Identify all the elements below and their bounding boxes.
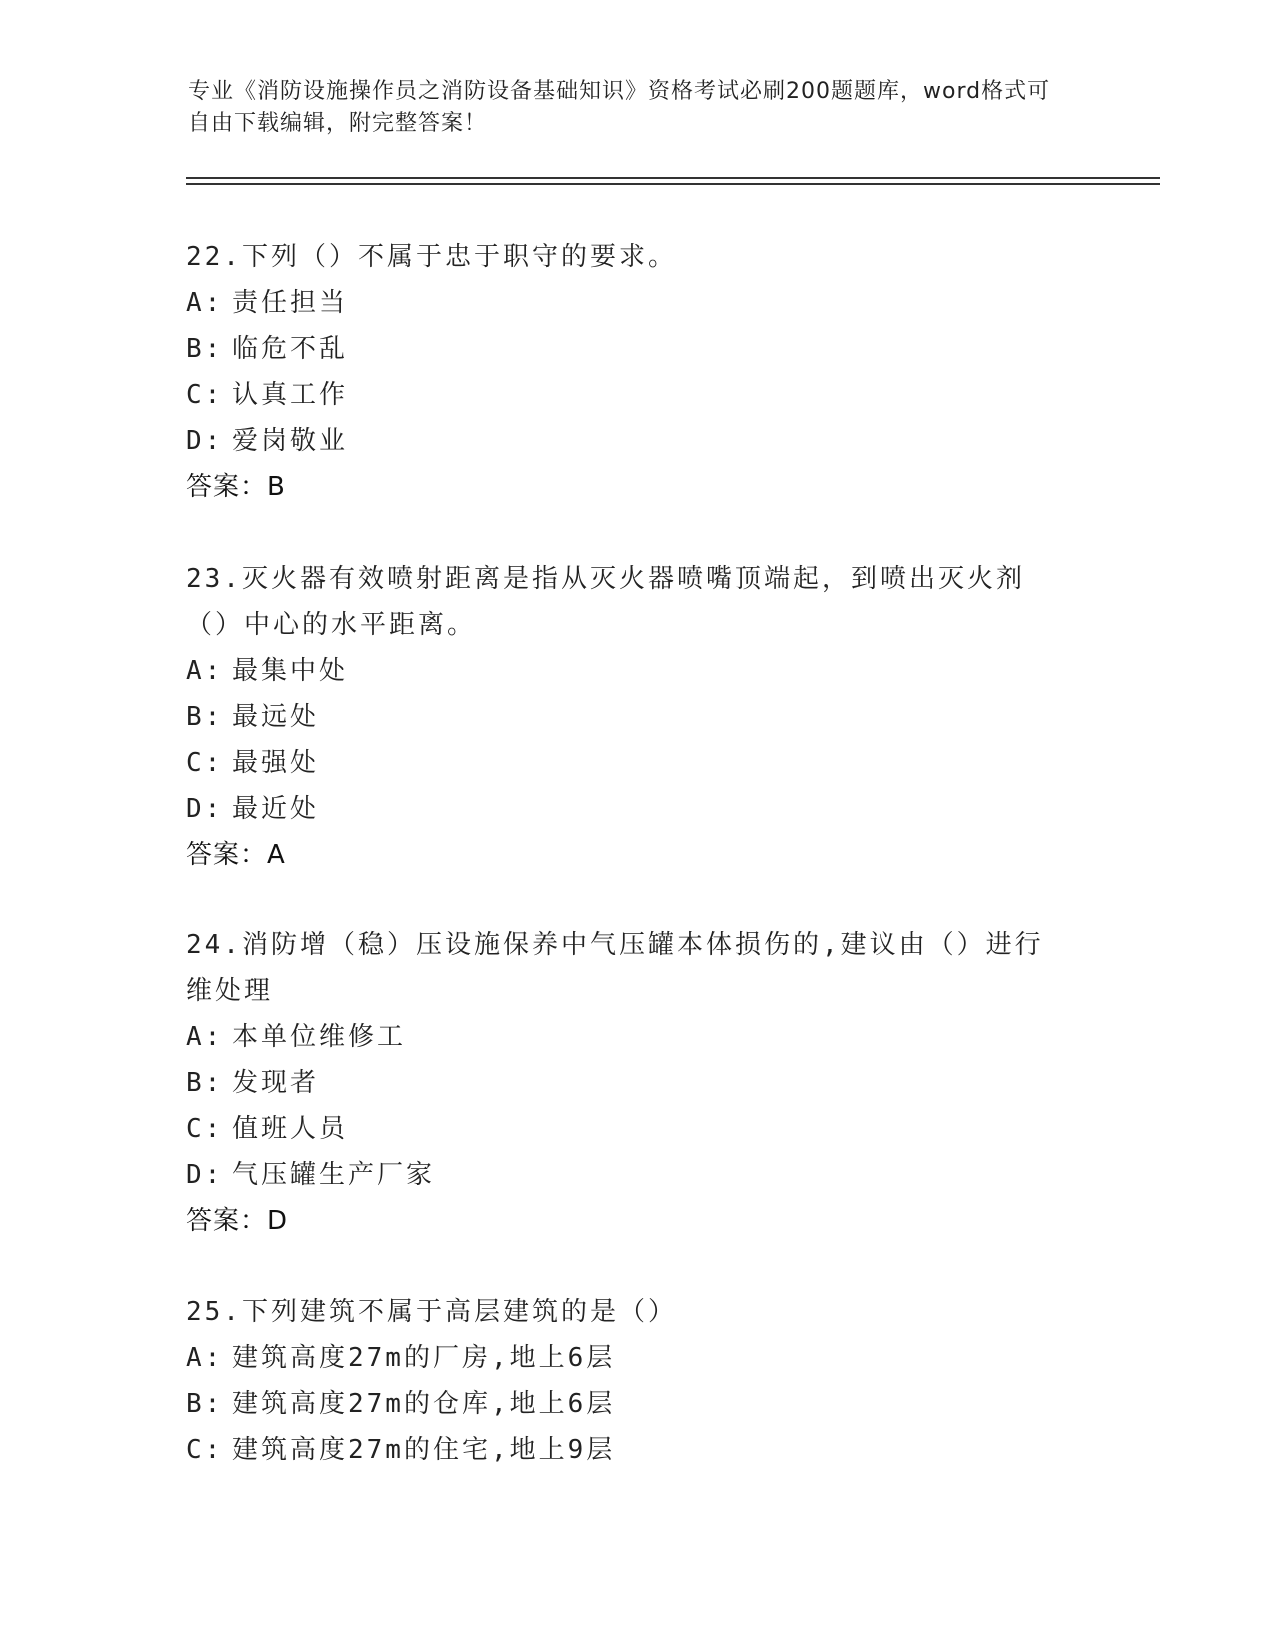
document-intro: 专业《消防设施操作员之消防设备基础知识》资格考试必刷200题题库，word格式可自由下载编辑，附完整答案！	[188, 79, 1051, 136]
option-letter: C:	[186, 1114, 224, 1144]
question-stem: 24.消防增（稳）压设施保养中气压罐本体损伤的,建议由（）进行维处理	[186, 930, 1044, 1006]
option-letter: B:	[186, 334, 224, 364]
option-text: 最集中处	[232, 656, 349, 686]
option-c	[186, 740, 1066, 786]
option-text: 爱岗敬业	[232, 426, 349, 456]
option-text: 最远处	[232, 702, 320, 732]
question-22	[186, 234, 1066, 510]
option-b	[186, 1381, 1066, 1427]
option-c	[186, 1106, 1066, 1152]
option-b	[186, 694, 1066, 740]
option-text: 认真工作	[232, 380, 349, 410]
option-text: 最强处	[232, 748, 320, 778]
option-d	[186, 418, 1066, 464]
question-23	[186, 556, 1066, 878]
answer: 答案：B	[186, 472, 286, 502]
option-c	[186, 372, 1066, 418]
option-letter: B:	[186, 1389, 224, 1419]
option-d	[186, 1152, 1066, 1198]
option-letter: A:	[186, 1022, 224, 1052]
option-c	[186, 1427, 1066, 1473]
option-a	[186, 1335, 1066, 1381]
option-letter: C:	[186, 748, 224, 778]
header-divider-bottom	[186, 183, 1160, 185]
option-d	[186, 786, 1066, 832]
option-text: 建筑高度27m的住宅,地上9层	[232, 1435, 616, 1465]
option-text: 建筑高度27m的厂房,地上6层	[232, 1343, 616, 1373]
option-letter: A:	[186, 288, 224, 318]
question-stem: 25.下列建筑不属于高层建筑的是（）	[186, 1297, 677, 1327]
option-b	[186, 1060, 1066, 1106]
question-stem: 22.下列（）不属于忠于职守的要求。	[186, 242, 677, 272]
option-letter: B:	[186, 1068, 224, 1098]
question-25	[186, 1289, 1066, 1473]
option-text: 发现者	[232, 1068, 320, 1098]
option-text: 责任担当	[232, 288, 349, 318]
option-text: 值班人员	[232, 1114, 349, 1144]
option-text: 最近处	[232, 794, 320, 824]
option-text: 本单位维修工	[232, 1022, 407, 1052]
option-text: 气压罐生产厂家	[232, 1160, 436, 1190]
option-text: 临危不乱	[232, 334, 349, 364]
header-divider-top	[186, 177, 1160, 179]
option-letter: C:	[186, 1435, 224, 1465]
option-letter: A:	[186, 1343, 224, 1373]
option-text: 建筑高度27m的仓库,地上6层	[232, 1389, 616, 1419]
option-letter: D:	[186, 1160, 224, 1190]
option-letter: A:	[186, 656, 224, 686]
answer: 答案：D	[186, 1206, 289, 1236]
option-letter: D:	[186, 794, 224, 824]
question-stem: 23.灭火器有效喷射距离是指从灭火器喷嘴顶端起，到喷出灭火剂（）中心的水平距离。	[186, 564, 1025, 640]
answer: 答案：A	[186, 840, 286, 870]
option-letter: D:	[186, 426, 224, 456]
option-letter: B:	[186, 702, 224, 732]
option-b	[186, 326, 1066, 372]
option-letter: C:	[186, 380, 224, 410]
option-a	[186, 280, 1066, 326]
option-a	[186, 1014, 1066, 1060]
question-24	[186, 922, 1066, 1244]
option-a	[186, 648, 1066, 694]
